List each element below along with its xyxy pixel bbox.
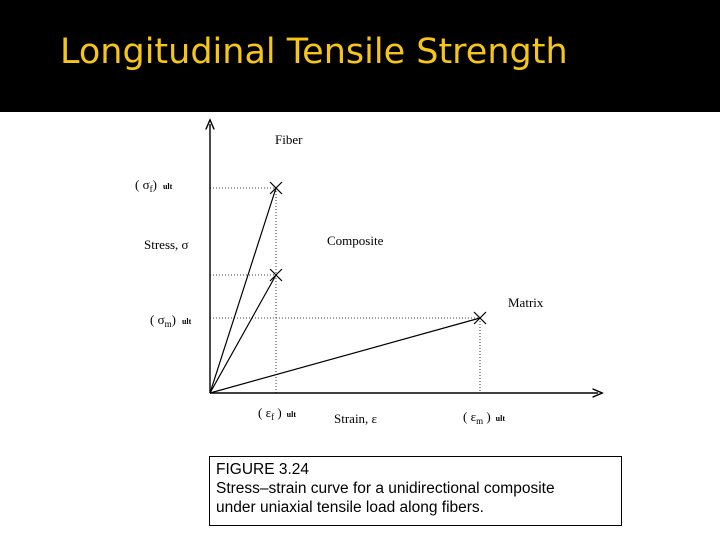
fiber-label: Fiber [275, 132, 303, 147]
y-axis-label: Stress, σ [144, 237, 189, 252]
caption-line-3: under uniaxial tensile load along fibers. [216, 499, 484, 516]
x-axis-label: Strain, ε [334, 411, 378, 426]
guide-lines [210, 188, 480, 393]
matrix-ult-strain-label: ( $\varepsilon_m$ ) ult [463, 409, 506, 426]
figure-caption [209, 456, 622, 526]
failure-marker-fiber [270, 182, 282, 194]
failure-marker-composite [270, 269, 282, 281]
matrix-curve [210, 318, 480, 393]
fiber-ult-strain-label: ( $\varepsilon_f$ ) ult [258, 405, 296, 422]
fiber-ult-stress-label: ( $\sigma_f$) ult [135, 177, 173, 194]
failure-marker-matrix [474, 312, 486, 324]
composite-curve [210, 275, 276, 393]
caption-figure-number: FIGURE 3.24 [216, 461, 310, 478]
matrix-ult-stress-label: ( $\sigma_m$) ult [150, 312, 192, 329]
matrix-label: Matrix [508, 295, 544, 310]
slide-title: Longitudinal Tensile Strength [60, 32, 568, 72]
caption-line-2: Stress–strain curve for a unidirectional composite [216, 480, 555, 497]
fiber-curve [210, 188, 276, 393]
composite-label: Composite [327, 233, 384, 248]
